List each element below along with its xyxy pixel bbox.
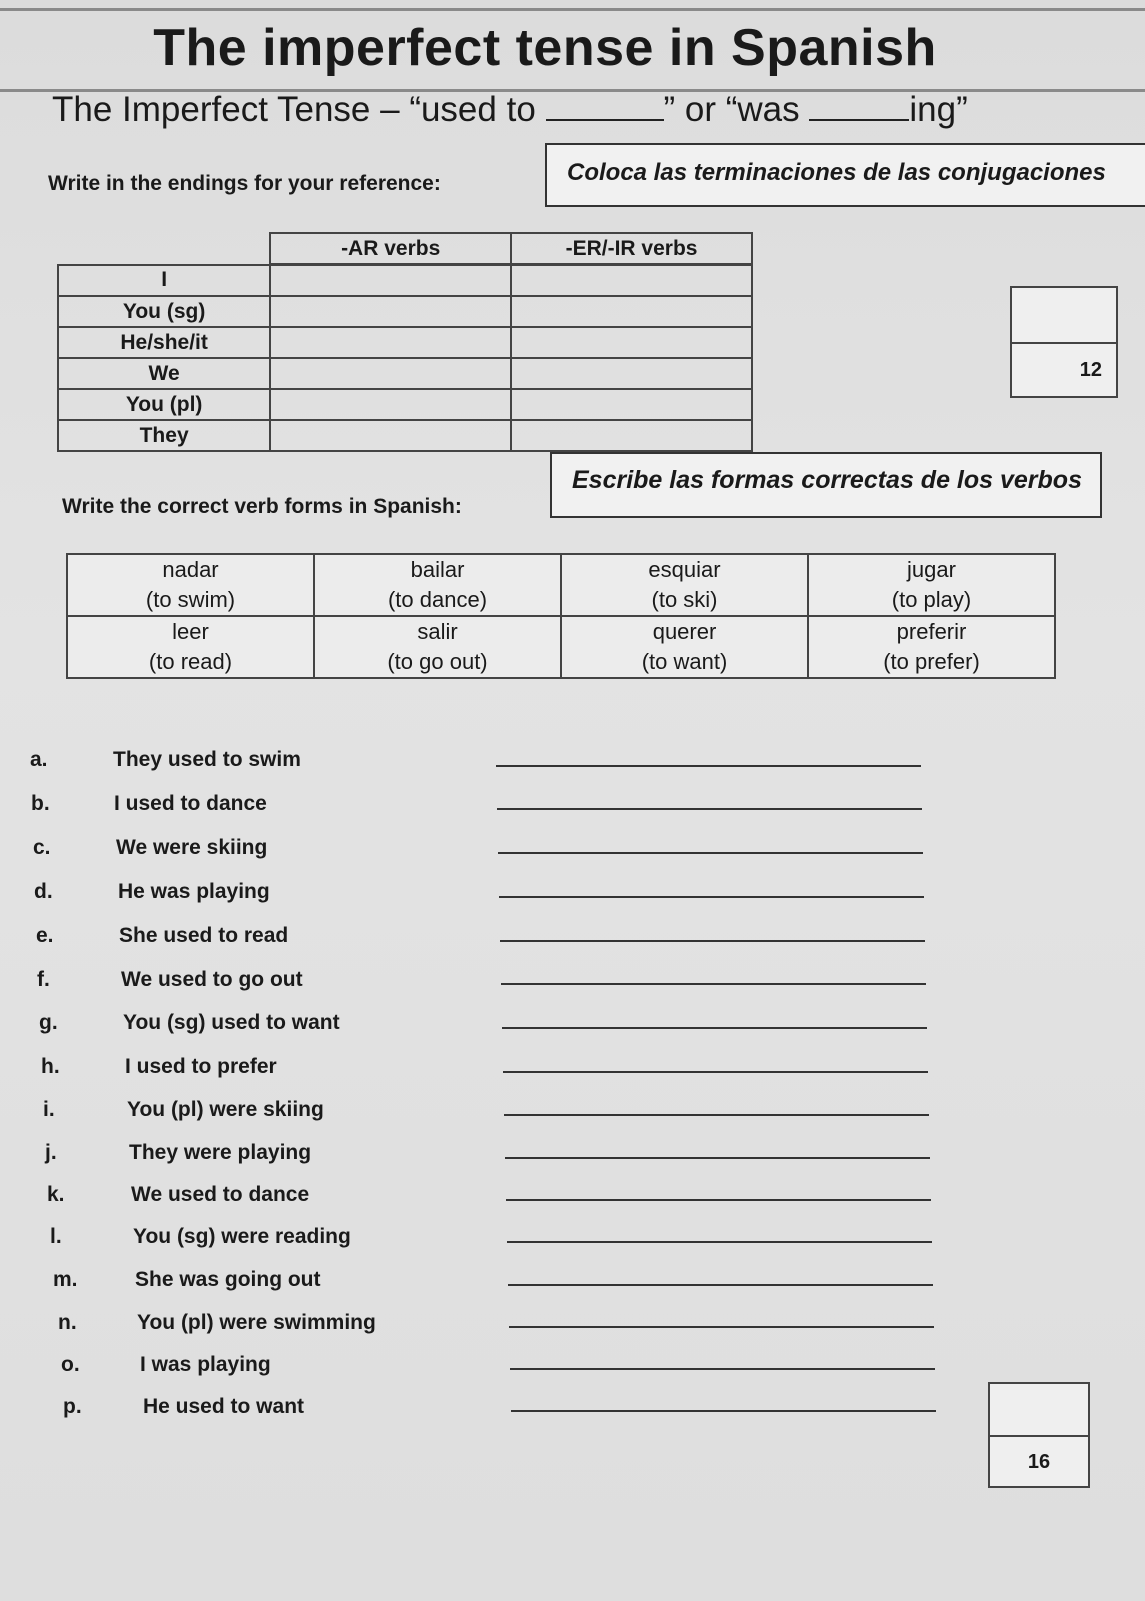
endings-row-label: They [58,420,270,451]
score-total-endings: 12 [1079,359,1102,381]
exercise-letter: c. [33,836,51,859]
verb-spanish: nadar [162,557,219,582]
exercise-prompt: You (pl) were swimming [137,1311,376,1334]
exercise-letter: h. [41,1055,60,1078]
exercise-prompt: I was playing [140,1353,271,1376]
exercise-prompt: I used to prefer [125,1055,277,1078]
answer-line[interactable] [504,1114,929,1116]
score-box-forms [988,1382,1090,1488]
exercise-letter: g. [39,1011,58,1034]
exercise-prompt: I used to dance [114,792,267,815]
verb-spanish: jugar [907,557,956,582]
answer-line[interactable] [496,765,921,767]
subtitle-part3: ing” [909,90,968,129]
answer-line[interactable] [509,1326,934,1328]
score-total-forms: 16 [1027,1451,1051,1473]
answer-line[interactable] [506,1199,931,1201]
exercise-prompt: We were skiing [116,836,268,859]
endings-header-er-ir: -ER/-IR verbs [511,233,752,265]
verb-english: (to read) [148,649,233,674]
page-title: The imperfect tense in Spanish [153,19,937,77]
verb-spanish: querer [652,619,717,644]
exercise-letter: n. [58,1311,77,1334]
answer-line[interactable] [507,1241,932,1243]
subtitle-part1: The Imperfect Tense – “used to [52,90,546,129]
verb-english: (to dance) [387,587,488,612]
exercise-letter: o. [61,1353,80,1376]
forms-instruction-es: Escribe las formas correctas de los verbos [572,466,1082,494]
exercise-letter: a. [30,748,48,771]
answer-line[interactable] [508,1284,933,1286]
exercise-letter: k. [47,1183,65,1206]
exercise-prompt: You (sg) used to want [123,1011,340,1034]
endings-row-label: We [58,358,270,389]
exercise-prompt: You (sg) were reading [133,1225,351,1248]
answer-line[interactable] [505,1157,930,1159]
verb-english: (to ski) [651,587,718,612]
answer-line[interactable] [510,1368,935,1370]
verb-english: (to prefer) [883,649,980,674]
endings-row-label: You (sg) [58,296,270,327]
exercise-prompt: They were playing [129,1141,312,1164]
exercise-prompt: He was playing [118,880,270,903]
forms-instruction-en: Write the correct verb forms in Spanish: [62,495,462,518]
answer-line[interactable] [499,896,924,898]
exercise-letter: l. [50,1225,62,1248]
answer-line[interactable] [498,852,923,854]
endings-instruction-es: Coloca las terminaciones de las conjugaciones [567,159,1106,186]
exercise-prompt: We used to go out [121,968,303,991]
exercise-prompt: They used to swim [113,748,301,771]
endings-row-label: You (pl) [58,389,270,420]
exercise-letter: d. [34,880,53,903]
verb-spanish: leer [172,619,209,644]
exercise-prompt: She was going out [135,1268,321,1291]
subtitle-part2: ” or “was [663,90,810,129]
exercise-prompt: She used to read [119,924,289,947]
answer-line[interactable] [497,808,922,810]
answer-line[interactable] [502,1027,927,1029]
answer-line[interactable] [501,983,926,985]
endings-header-ar: -AR verbs [270,233,511,265]
answer-line[interactable] [503,1071,928,1073]
verb-english: (to go out) [387,649,488,674]
exercise-prompt: We used to dance [131,1183,310,1206]
exercise-prompt: You (pl) were skiing [127,1098,324,1121]
endings-row-label: He/she/it [58,327,270,358]
verb-spanish: salir [417,619,458,644]
exercise-letter: i. [43,1098,55,1121]
verb-spanish: esquiar [648,557,721,582]
endings-row-label: I [58,265,270,297]
exercise-letter: b. [31,792,50,815]
score-box-forms-blank[interactable] [990,1384,1088,1437]
exercise-letter: j. [45,1141,57,1164]
exercise-letter: m. [53,1268,78,1291]
exercise-prompt: He used to want [143,1395,305,1418]
verb-spanish: bailar [410,557,465,582]
exercise-letter: p. [63,1395,82,1418]
verb-english: (to play) [891,587,972,612]
exercise-letter: e. [36,924,54,947]
answer-line[interactable] [511,1410,936,1412]
endings-instruction-en: Write in the endings for your reference: [48,172,441,195]
answer-line[interactable] [500,940,925,942]
exercise-letter: f. [37,968,50,991]
verb-spanish: preferir [896,619,967,644]
verb-english: (to want) [641,649,728,674]
verb-english: (to swim) [145,587,236,612]
